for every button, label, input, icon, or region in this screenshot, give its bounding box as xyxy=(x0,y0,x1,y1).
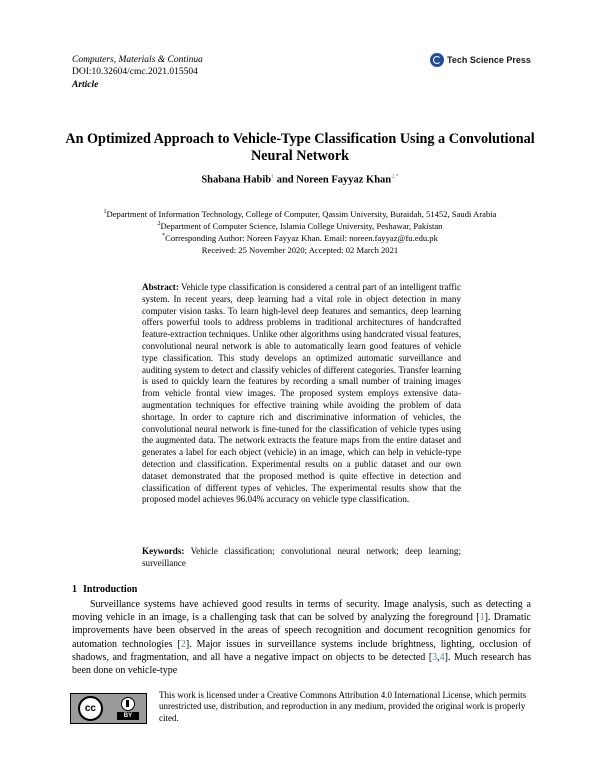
abstract-text: Vehicle type classification is considered a central part of an intelligent traffic system. In recent years, deep learning had a vital role in object detection in many computer vision tasks. To learn high-level deep features and semantics, deep learning offers powerful tools to address problems in traditional architectures of handcrafted feature-extraction techniques. Unlike other algorithms using handcrated visual features, convolutional neural network is able to automatically learn good features of vehicle type classification. This study develops an optimized automatic surveillance and auditing system to detect and classify vehicles of different categories. Transfer learning is used to quickly learn the features by recording a small number of training images from vehicle frontal view images. The proposed system employs extensive data-augmentation techniques for effective training while avoiding the problem of data shortage. In order to capture rich and discriminative information of vehicles, the convolutional neural network is fine-tuned for the classification of vehicle types using the augmented data. The network extracts the feature maps from the entire dataset and generates a label for each object (vehicle) in an image, which can help in vehicle-type detection and classification. Experimental results on a public dataset and our own dataset demonstrated that the proposed method is quite effective in detection and classification of different types of vehicles. The experimental results show that the proposed model achieves 96.04% accuracy on vehicle type classification. xyxy=(142,282,462,505)
publisher-logo xyxy=(430,53,531,67)
citation-link[interactable]: 4 xyxy=(439,651,445,663)
affiliation-2 xyxy=(60,221,540,231)
author-1-affil-mark[interactable]: 1 xyxy=(271,174,275,180)
citation-link[interactable]: 2 xyxy=(180,638,186,650)
citation-link[interactable]: 3 xyxy=(432,651,438,663)
authors-and: and xyxy=(274,174,297,186)
affiliation-1-sup: 1 xyxy=(103,209,107,216)
abstract-label: Abstract: xyxy=(142,282,179,292)
intro-text-4: , xyxy=(437,651,440,663)
affiliation-2-sup: 2 xyxy=(157,221,161,228)
cc-by-license-badge[interactable] xyxy=(70,693,147,724)
affiliation-1-text: Department of Information Technology, College of Computer, Qassim University, Buraidah, 51452, Saudi Arabia xyxy=(106,209,497,219)
section-number: 1 xyxy=(72,584,77,595)
cc-icon: cc xyxy=(78,696,103,721)
corresponding-author xyxy=(60,233,540,243)
corresponding-sup: * xyxy=(162,233,166,240)
author-2-affil-mark[interactable]: 2,* xyxy=(391,174,399,180)
keywords-label: Keywords: xyxy=(142,546,185,556)
journal-name: Computers, Materials & Continua xyxy=(72,55,203,65)
keywords-text: Vehicle classification; convolutional neural network; deep learning; surveillance xyxy=(142,546,462,568)
intro-text-2: ]. Dramatic improvements have been observed in the areas of speech recognition and document recognition genomics for automation technologies [ xyxy=(72,612,531,650)
intro-text-5: ]. Much research has been done on vehicle-type xyxy=(72,651,531,677)
author-2: Noreen Fayyaz Khan xyxy=(296,174,392,186)
corresponding-author-text: Corresponding Author: Noreen Fayyaz Khan. Email: noreen.fayyaz@fu.edu.pk xyxy=(165,233,438,243)
section-title: Introduction xyxy=(83,584,138,595)
title-line-1: An Optimized Approach to Vehicle-Type Classification Using a Convolutional xyxy=(65,131,535,147)
tsp-logo-icon xyxy=(430,53,444,67)
intro-text-3: ]. Major issues in surveillance systems include brightness, lighting, occlusion of shadows, and fragmentation, and all have a negative impact on objects to be detected [ xyxy=(72,638,531,663)
attribution-person-icon xyxy=(121,697,135,711)
abstract xyxy=(142,282,461,506)
license-text: This work is licensed under a Creative Commons Attribution 4.0 International License, which permits unrestricted use, distribution, and reproduction in any medium, provided the original work is properly cited. xyxy=(159,690,527,723)
affiliation-2-text: Department of Computer Science, Islamia College University, Peshawar, Pakistan xyxy=(160,221,443,231)
authors xyxy=(60,174,540,186)
section-heading xyxy=(72,584,137,595)
by-icon xyxy=(117,697,139,720)
doi[interactable]: DOI:10.32604/cmc.2021.015504 xyxy=(72,67,198,77)
paper-title xyxy=(60,131,540,165)
affiliation-1 xyxy=(60,209,540,219)
author-1: Shabana Habib xyxy=(201,174,272,186)
keywords xyxy=(142,546,461,570)
citation-link[interactable]: 1 xyxy=(479,612,485,624)
title-line-2: Neural Network xyxy=(250,148,350,164)
intro-text-1: Surveillance systems have achieved good results in terms of security. Image analysis, such as detecting a moving vehicle in an image, is a challenging task that can be solved by analyzing the foreground [ xyxy=(72,599,531,624)
article-type: Article xyxy=(72,80,99,90)
intro-paragraph xyxy=(72,598,531,677)
publisher-name: Tech Science Press xyxy=(447,55,531,65)
by-label: BY xyxy=(117,712,139,720)
received-accepted-dates: Received: 25 November 2020; Accepted: 02 March 2021 xyxy=(201,245,399,255)
